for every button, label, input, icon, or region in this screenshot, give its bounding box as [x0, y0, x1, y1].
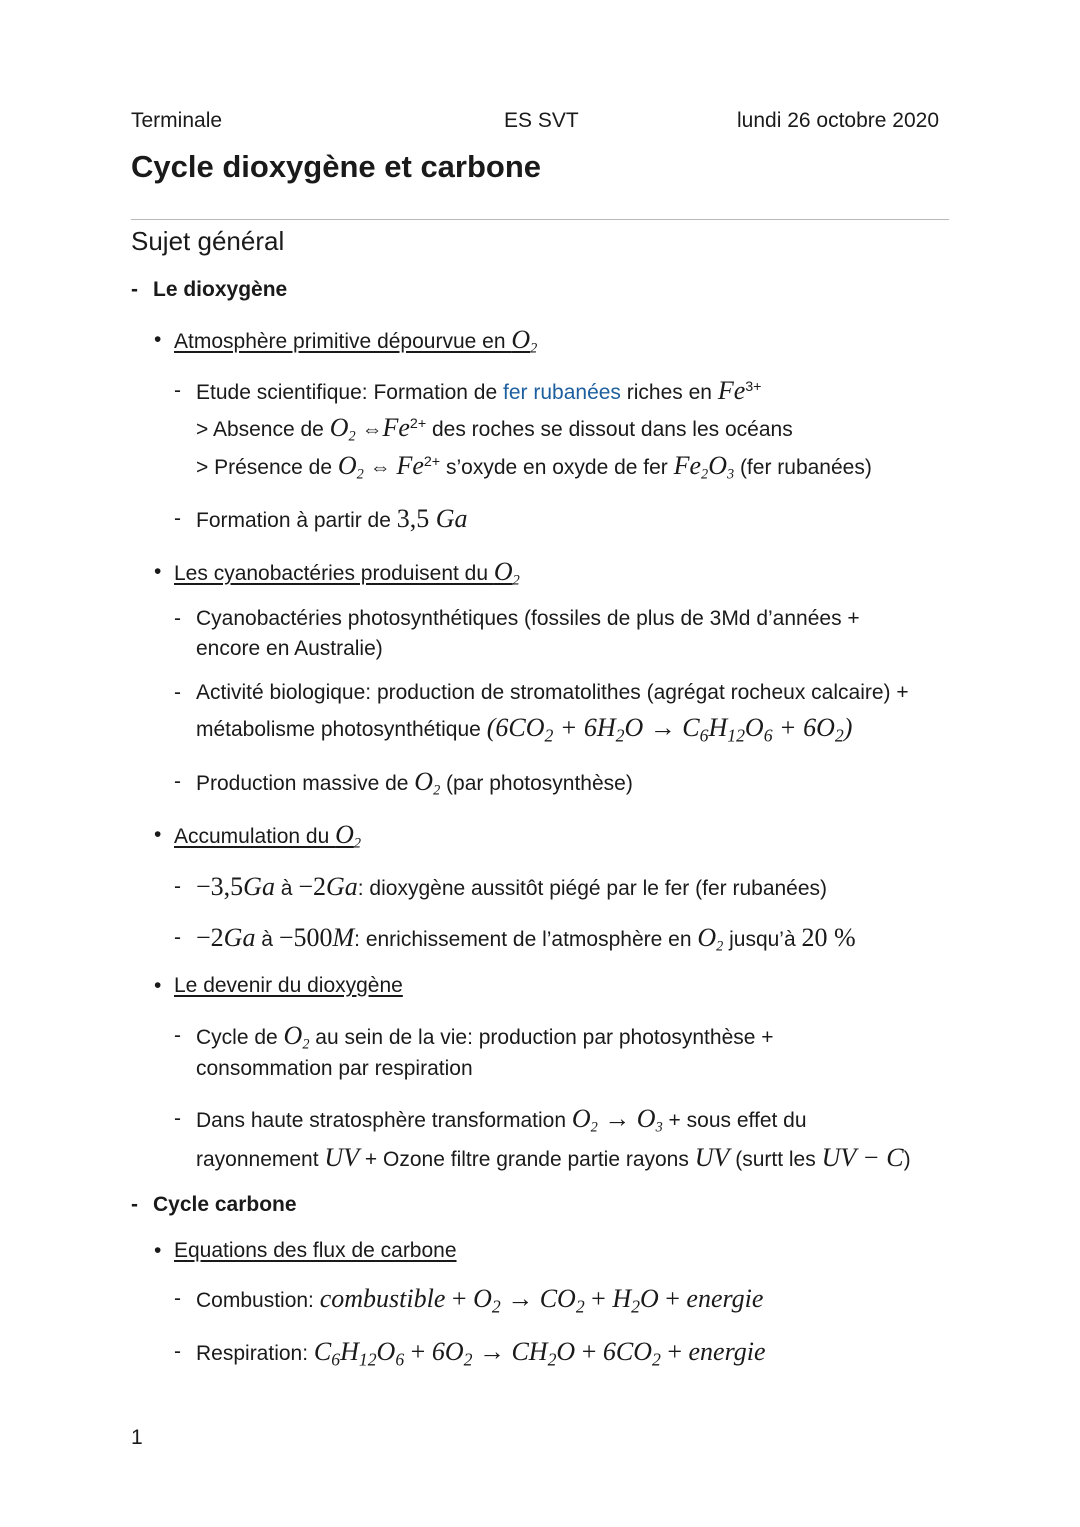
section-dash: - [131, 1193, 138, 1216]
fer-rubanees-link[interactable]: fer rubanées [503, 381, 621, 404]
list-item-cont: encore en Australie) [196, 637, 383, 660]
list-item: - Cycle de $O_2$ au sein de la vie: production par photosynthèse + [174, 1021, 774, 1053]
list-item: - Dans haute stratosphère transformation $O_2 \to O_3$ + sous effet du [174, 1104, 807, 1136]
bullet-dot: • [154, 823, 162, 846]
bullet-accumulation: • Accumulation du $O_2$ [154, 820, 362, 852]
list-item: - Cyanobactéries photosynthétiques (fossiles de plus de 3Md d’années + [174, 607, 860, 630]
bullet-text: Atmosphère primitive dépourvue en $O_2$ [174, 325, 538, 357]
header-subject: ES SVT [504, 109, 579, 132]
combustion-equation: combustible + $O_2 \to CO_2 + H_2O$ + energie [319, 1284, 764, 1317]
respiration-equation: $C_6H_{12}O_6 + 6O_2 \to CH_2O + 6CO_2$ + energie [313, 1337, 766, 1370]
header-date: lundi 26 octobre 2020 [737, 109, 939, 132]
section-dash: - [131, 278, 138, 301]
list-item: - Activité biologique: production de stromatolithes (agrégat rocheux calcaire) + [174, 681, 909, 704]
section-dioxygene [131, 277, 288, 303]
page-number: 1 [131, 1426, 143, 1449]
photosynthesis-equation: $(6CO_2 + 6H_2O \to C_6H_{12}O_6 + 6O_2)$ [486, 713, 853, 746]
section-title: Cycle carbone [153, 1193, 297, 1216]
section-title: Le dioxygène [153, 278, 288, 301]
list-item-cont: rayonnement UV + Ozone filtre grande partie rayons UV (surtt les UV − C) [196, 1143, 911, 1172]
bullet-dot: • [154, 1239, 162, 1262]
subject-heading: Sujet général [131, 226, 285, 256]
list-item: - Respiration: $C_6H_{12}O_6 + 6O_2 \to CH_2O + 6CO_2$ + energie [174, 1337, 766, 1370]
list-item: - Production massive de $O_2$ (par photosynthèse) [174, 767, 633, 799]
list-item: > Présence de $O_2$ ⇔ $Fe^{2+}$ s’oxyde en oxyde de fer $Fe_2O_3$ (fer rubanées) [196, 451, 872, 483]
list-item: - Combustion: combustible + $O_2 \to CO_2 + H_2O$ + energie [174, 1284, 764, 1317]
bullet-devenir: • Le devenir du dioxygène [174, 972, 403, 1000]
list-item-cont: consommation par respiration [196, 1057, 473, 1080]
header-level: Terminale [131, 109, 223, 132]
page-title: Cycle dioxygène et carbone [131, 149, 542, 184]
list-item: > Absence de $O_2$ $\Leftrightarrow Fe^{2+}$ des roches se dissout dans les océans [196, 413, 793, 445]
bullet-dot: • [154, 328, 162, 351]
section-carbone [131, 1192, 297, 1218]
list-item: - −3,5Ga à −2Ga: dioxygène aussitôt piégé par le fer (fer rubanées) [174, 872, 828, 901]
bullet-dot: • [154, 560, 162, 583]
bullet-flux-carbone: • Equations des flux de carbone [174, 1237, 457, 1265]
list-item: - Etude scientifique: Formation de fer rubanées riches en $Fe^{3+}$ [174, 376, 762, 405]
bullet-cyanobacteries: • Les cyanobactéries produisent du $O_2$ [154, 557, 520, 589]
bullet-dot: • [154, 974, 162, 997]
bullet-atmosphere [154, 325, 538, 357]
list-item-cont: métabolisme photosynthétique $(6CO_2 + 6H_2O \to C_6H_{12}O_6 + 6O_2)$ [196, 713, 853, 746]
list-item: - Formation à partir de 3,5 Ga [174, 504, 468, 533]
title-divider [131, 219, 949, 220]
list-item: - −2Ga à −500M: enrichissement de l’atmosphère en $O_2$ jusqu’à 20 % [174, 923, 856, 955]
